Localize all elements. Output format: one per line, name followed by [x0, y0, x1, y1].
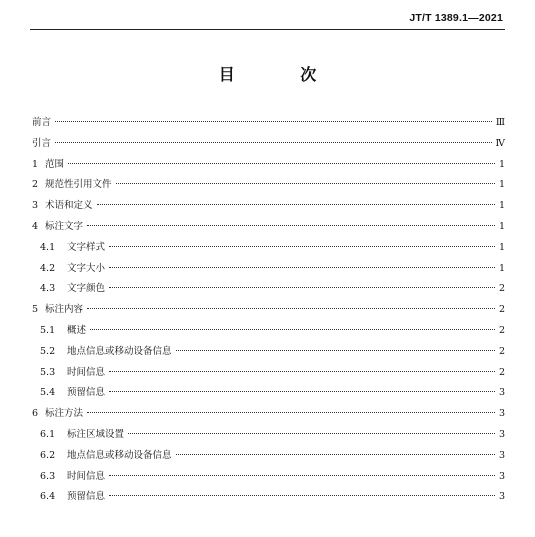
dot-leader [116, 183, 495, 184]
toc-entry-page-number: Ⅲ [495, 117, 505, 128]
toc-entry-number: 5 [32, 304, 39, 316]
toc-entry[interactable] [32, 363, 505, 384]
toc-entry[interactable] [32, 155, 505, 176]
toc-entry[interactable] [32, 279, 505, 300]
toc-entry[interactable] [32, 196, 505, 217]
toc-entry[interactable] [32, 446, 505, 467]
toc-entry-page-number: 3 [498, 449, 505, 461]
toc-entry-page-number: 1 [498, 220, 505, 232]
toc-entry-page-number: 1 [498, 200, 505, 212]
toc-entry-page-number: Ⅳ [495, 137, 505, 149]
dot-leader [109, 287, 495, 288]
toc-entry-label: 文字样式 [67, 241, 106, 253]
toc-entry[interactable] [32, 238, 505, 259]
toc-entry-page-number: 2 [498, 366, 505, 378]
dot-leader [87, 308, 495, 309]
toc-entry[interactable] [32, 487, 505, 508]
toc-entry[interactable] [32, 467, 505, 488]
toc-entry[interactable] [32, 425, 505, 446]
header-rule [30, 29, 505, 30]
toc-entry-page-number: 2 [498, 324, 505, 336]
toc-entry-page-number: 2 [498, 283, 505, 295]
toc-entry[interactable] [32, 342, 505, 363]
toc-entry-number: 2 [32, 179, 39, 191]
toc-entry[interactable] [32, 217, 505, 238]
toc-entry-number: 6.1 [40, 428, 56, 440]
dot-leader [55, 121, 492, 122]
toc-entry-label: 标注方法 [45, 408, 84, 420]
toc-entry-page-number: 1 [498, 262, 505, 274]
toc-entry-number: 4 [32, 220, 39, 232]
toc-entry-number: 5.2 [40, 345, 56, 357]
dot-leader [68, 163, 495, 164]
toc-entry[interactable] [32, 134, 505, 155]
toc-entry-label: 时间信息 [67, 366, 106, 378]
toc-entry-number: 5.4 [40, 387, 56, 399]
toc-entry-number: 4.3 [40, 283, 56, 295]
toc-entry-number: 4.2 [40, 262, 56, 274]
toc-entry-label: 地点信息或移动设备信息 [67, 449, 172, 461]
toc-entry-page-number: 3 [498, 428, 505, 440]
toc-entry-label: 规范性引用文件 [45, 179, 112, 191]
toc-entry-label: 标注内容 [45, 304, 84, 316]
toc-title: 目 次 [218, 65, 347, 84]
toc-entry-page-number: 3 [498, 387, 505, 399]
toc-entry-label: 概述 [67, 324, 87, 336]
toc-entry-label: 引言 [32, 137, 52, 149]
dot-leader [109, 475, 495, 476]
document-id: JT/T 1389.1—2021 [409, 12, 503, 24]
toc-entry-page-number: 1 [498, 241, 505, 253]
toc-entry-label: 地点信息或移动设备信息 [67, 345, 172, 357]
toc-entry-label: 预留信息 [67, 387, 106, 399]
toc-entry[interactable] [32, 404, 505, 425]
dot-leader [128, 433, 495, 434]
toc-entry-number: 6.4 [40, 491, 56, 503]
toc-entry[interactable] [32, 259, 505, 280]
toc-entry[interactable] [32, 175, 505, 196]
toc-entry-number: 5.1 [40, 324, 56, 336]
toc-entry-number: 4.1 [40, 241, 56, 253]
dot-leader [90, 329, 495, 330]
dot-leader [87, 412, 495, 413]
toc-entry-label: 范围 [45, 158, 65, 170]
toc-entry-page-number: 3 [498, 470, 505, 482]
toc-entry-number: 6.2 [40, 449, 56, 461]
toc-entry-number: 1 [32, 158, 39, 170]
dot-leader [176, 454, 495, 455]
toc-entry[interactable] [32, 113, 505, 134]
toc-entry-page-number: 1 [498, 158, 505, 170]
toc-entry-label: 预留信息 [67, 491, 106, 503]
toc-entry-page-number: 2 [498, 345, 505, 357]
dot-leader [109, 267, 495, 268]
toc-entry[interactable] [32, 321, 505, 342]
dot-leader [109, 246, 495, 247]
toc-entry-number: 3 [32, 200, 39, 212]
toc-entry-label: 标注文字 [45, 220, 84, 232]
toc-entry-label: 术语和定义 [45, 200, 93, 212]
toc-entry-number: 5.3 [40, 366, 56, 378]
toc-entry-label: 文字大小 [67, 262, 106, 274]
toc-entry[interactable] [32, 383, 505, 404]
dot-leader [109, 391, 495, 392]
dot-leader [109, 495, 495, 496]
dot-leader [176, 350, 495, 351]
toc-entry-number: 6 [32, 408, 39, 420]
toc-entry-number: 6.3 [40, 470, 56, 482]
table-of-contents [32, 113, 505, 508]
toc-entry-label: 文字颜色 [67, 283, 106, 295]
toc-entry-page-number: 3 [498, 491, 505, 503]
toc-entry-page-number: 3 [498, 408, 505, 420]
dot-leader [87, 225, 495, 226]
toc-entry-label: 时间信息 [67, 470, 106, 482]
toc-entry[interactable] [32, 300, 505, 321]
toc-entry-page-number: 1 [498, 179, 505, 191]
toc-entry-label: 标注区域设置 [67, 428, 125, 440]
dot-leader [55, 142, 491, 143]
toc-entry-page-number: 2 [498, 304, 505, 316]
dot-leader [109, 371, 495, 372]
toc-entry-label: 前言 [32, 117, 52, 128]
dot-leader [97, 204, 495, 205]
